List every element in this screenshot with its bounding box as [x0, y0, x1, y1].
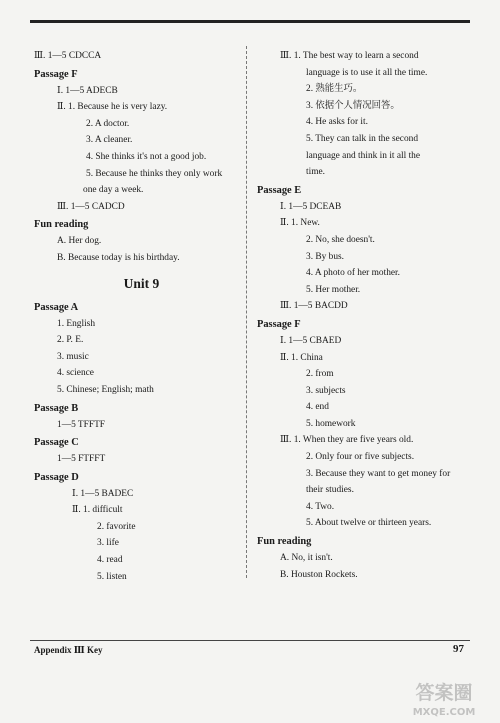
answer-line: 4. A photo of her mother. — [306, 268, 400, 279]
answer-line: 1. English — [57, 318, 96, 329]
answer-line: language is to use it all the time. — [306, 67, 428, 78]
answer-line: 2. Only four or five subjects. — [306, 452, 415, 463]
top-rule — [30, 20, 470, 23]
answer-line: 3. music — [57, 351, 89, 362]
answer-line: 3. A cleaner. — [86, 135, 133, 146]
answer-line: 3. subjects — [306, 385, 346, 396]
section-heading: Passage C — [34, 437, 79, 449]
answer-line: 5. Because he thinks they only work — [86, 168, 223, 179]
answer-line: 2. A doctor. — [86, 118, 130, 129]
answer-line: 5. homework — [306, 418, 356, 429]
answer-line: Ⅲ. 1—5 CDCCA — [34, 51, 102, 61]
answer-line: Ⅱ. 1. New. — [280, 218, 320, 229]
answer-line: 5. Her mother. — [306, 284, 361, 295]
answer-line: 2. P. E. — [57, 335, 84, 346]
answer-line: 1—5 FTFFT — [57, 454, 106, 465]
answer-line: A. Her dog. — [57, 236, 102, 247]
answer-line: Ⅰ. 1—5 CBAED — [280, 335, 342, 346]
answer-line: Ⅱ. 1. China — [280, 352, 323, 363]
answer-line: Ⅰ. 1—5 BADEC — [72, 488, 134, 499]
watermark-subtext: MXQE.COM — [412, 707, 476, 718]
answer-line: 3. Because they want to get money for — [306, 468, 451, 479]
section-heading: Passage D — [34, 471, 79, 483]
answer-line: 2. 熟能生巧。 — [306, 84, 363, 95]
answer-line: one day a week. — [83, 185, 144, 196]
section-heading: Passage E — [257, 184, 302, 196]
answer-line: 4. He asks for it. — [306, 117, 368, 128]
answer-line: Ⅲ. 1—5 BACDD — [280, 301, 348, 312]
answer-line: 4. science — [57, 368, 94, 379]
answer-line: B. Because today is his birthday. — [57, 252, 180, 263]
answer-line: 4. She thinks it's not a good job. — [86, 151, 207, 162]
answer-line: 5. listen — [97, 571, 127, 582]
answer-line: Ⅲ. 1. The best way to learn a second — [280, 51, 419, 61]
section-heading: Passage F — [34, 68, 78, 80]
answer-line: 2. favorite — [97, 521, 136, 532]
answer-line: Ⅰ. 1—5 DCEAB — [280, 201, 342, 212]
left-column — [34, 48, 249, 585]
answer-line: Ⅱ. 1. difficult — [72, 505, 123, 516]
answer-line: 3. By bus. — [306, 251, 345, 262]
column-divider — [246, 46, 247, 578]
answer-line: their studies. — [306, 485, 354, 496]
answer-line: 3. life — [97, 538, 119, 549]
answer-line: 1—5 TFFTF — [57, 419, 106, 430]
page-number: 97 — [453, 643, 464, 655]
answer-line: 4. end — [306, 402, 329, 413]
section-heading: Fun reading — [257, 536, 312, 548]
footer-section-label: Appendix Ⅲ Key — [34, 645, 103, 655]
answer-line: 2. No, she doesn't. — [306, 234, 375, 245]
answer-line: 5. Chinese; English; math — [57, 384, 154, 395]
answer-line: 4. Two. — [306, 501, 335, 512]
answer-line: 5. About twelve or thirteen years. — [306, 518, 432, 529]
answer-line: Ⅰ. 1—5 ADECB — [57, 85, 118, 96]
watermark-logo — [397, 679, 492, 719]
section-heading: Passage A — [34, 301, 79, 313]
section-heading: Passage F — [257, 318, 301, 330]
right-column — [257, 48, 467, 583]
answer-line: Ⅲ. 1. When they are five years old. — [280, 435, 414, 446]
answer-line: time. — [306, 167, 326, 178]
footer-rule — [30, 640, 470, 641]
answer-line: Ⅲ. 1—5 CADCD — [57, 201, 125, 212]
answer-line: B. Houston Rockets. — [280, 569, 358, 580]
answer-line: 3. 依据个人情况回答。 — [306, 100, 400, 111]
answer-line: 5. They can talk in the second — [306, 133, 419, 144]
answer-line: language and think in it all the — [306, 150, 421, 161]
section-heading: Fun reading — [34, 219, 89, 231]
answer-line: A. No, it isn't. — [280, 553, 333, 564]
section-heading: Passage B — [34, 402, 79, 414]
answer-line: 4. read — [97, 555, 123, 566]
watermark-text: 答案圈 — [415, 682, 473, 704]
unit-title: Unit 9 — [123, 275, 160, 291]
answer-line: Ⅱ. 1. Because he is very lazy. — [57, 102, 168, 113]
answer-line: 2. from — [306, 369, 334, 380]
